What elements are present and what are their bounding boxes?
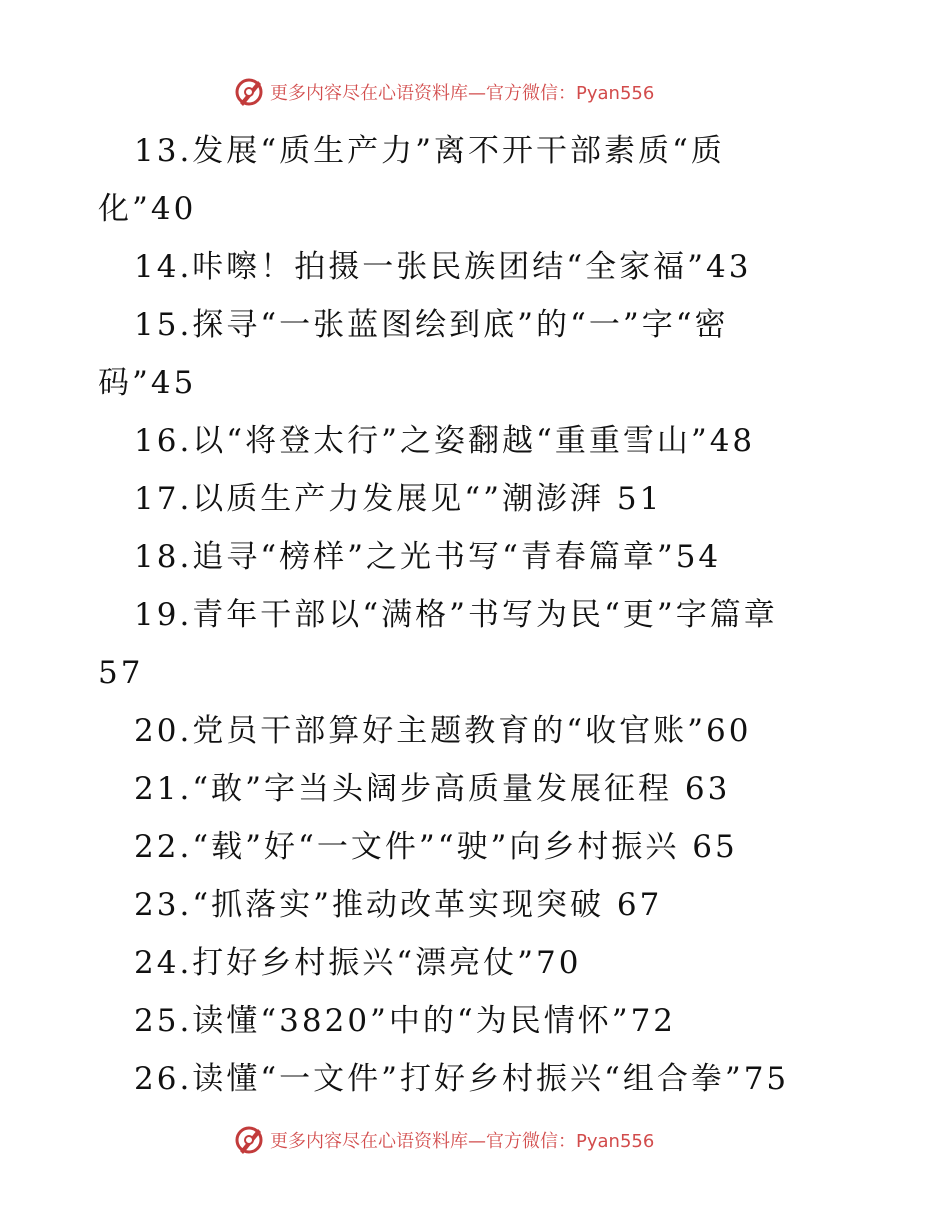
toc-line: 19.青年干部以“满格”书写为民“更”字篇章	[134, 597, 778, 633]
toc-line: 16.以“将登太行”之姿翻越“重重雪山”48	[134, 423, 756, 459]
toc-line: 码”45	[98, 365, 197, 401]
pen-logo-icon	[232, 1123, 266, 1157]
toc-line: 22.“载”好“一文件”“驶”向乡村振兴 65	[134, 829, 738, 865]
toc-line: 26.读懂“一文件”打好乡村振兴“组合拳”75	[134, 1061, 790, 1097]
toc-line: 15.探寻“一张蓝图绘到底”的“一”字“密	[134, 307, 729, 343]
toc-line: 17.以质生产力发展见“”潮澎湃 51	[134, 481, 663, 517]
watermark-footer	[232, 1120, 752, 1160]
toc-line: 25.读懂“3820”中的“为民情怀”72	[134, 1003, 677, 1039]
toc-line: 57	[98, 655, 144, 691]
toc-line: 13.发展“质生产力”离不开干部素质“质	[134, 133, 725, 169]
toc-line: 14.咔嚓！拍摄一张民族团结“全家福”43	[134, 249, 752, 285]
watermark-text: 更多内容尽在心语资料库—官方微信：Pyan556	[270, 83, 655, 104]
watermark-header	[232, 72, 752, 112]
toc-line: 23.“抓落实”推动改革实现突破 67	[134, 887, 663, 923]
toc-line: 24.打好乡村振兴“漂亮仗”70	[134, 945, 582, 981]
table-of-contents	[98, 122, 838, 1108]
toc-line: 化”40	[98, 191, 197, 227]
toc-line: 21.“敢”字当头阔步高质量发展征程 63	[134, 771, 731, 807]
toc-line: 18.追寻“榜样”之光书写“青春篇章”54	[134, 539, 722, 575]
pen-logo-icon	[232, 75, 266, 109]
toc-line: 20.党员干部算好主题教育的“收官账”60	[134, 713, 752, 749]
watermark-text: 更多内容尽在心语资料库—官方微信：Pyan556	[270, 1131, 655, 1152]
